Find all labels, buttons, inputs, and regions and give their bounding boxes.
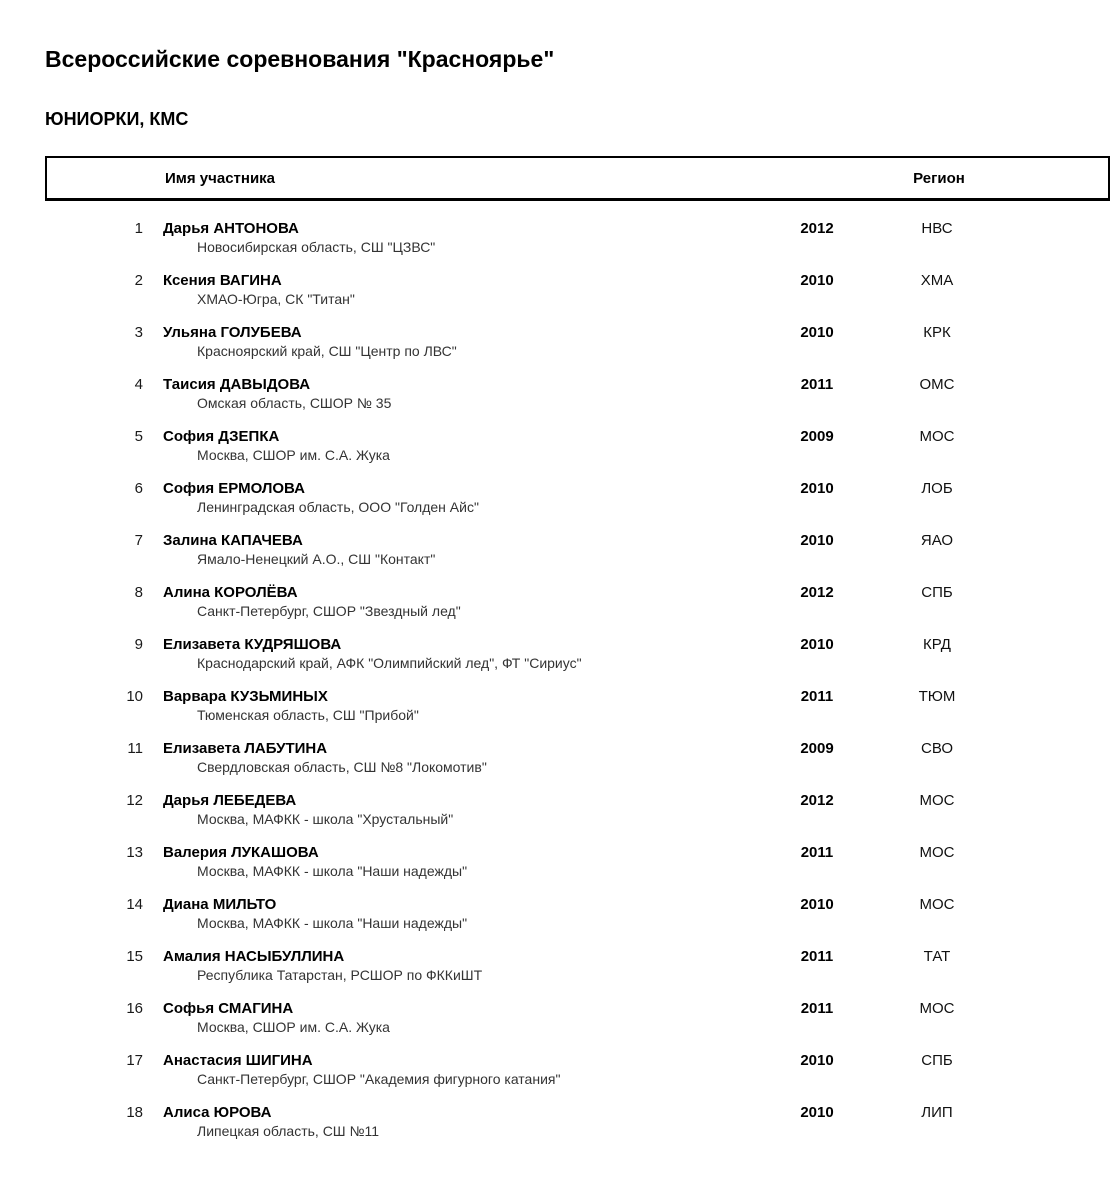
participant-name: Елизавета КУДРЯШОВА [163, 636, 342, 654]
participant-club: Москва, МАФКК - школа "Наши надежды" [197, 915, 468, 932]
birth-year: 2011 [800, 948, 834, 966]
row-number: 1 [134, 220, 143, 238]
participant-club: Москва, СШОР им. С.А. Жука [197, 447, 390, 464]
region-code: ЛИП [921, 1104, 953, 1122]
region-code: НВС [921, 220, 953, 238]
table-row [45, 635, 1110, 673]
region-code: КРД [923, 636, 951, 654]
table-row [45, 479, 1110, 517]
table-row [45, 427, 1110, 465]
birth-year: 2010 [800, 1104, 834, 1122]
column-header-region: Регион [913, 169, 965, 187]
participant-club: Липецкая область, СШ №11 [197, 1123, 380, 1140]
region-code: КРК [923, 324, 951, 342]
region-code: ОМС [919, 376, 955, 394]
region-code: СПБ [921, 1052, 953, 1070]
participant-club: Новосибирская область, СШ "ЦЗВС" [197, 239, 436, 256]
participant-club: Ленинградская область, ООО "Голден Айс" [197, 499, 479, 516]
birth-year: 2012 [800, 792, 834, 810]
participant-name: Софья СМАГИНА [163, 1000, 294, 1018]
table-row [45, 999, 1110, 1037]
participant-name: Залина КАПАЧЕВА [163, 532, 303, 550]
region-code: ТЮМ [918, 688, 956, 706]
row-number: 4 [134, 376, 143, 394]
participant-name: Дарья АНТОНОВА [163, 220, 299, 238]
birth-year: 2009 [800, 428, 834, 446]
category-title: ЮНИОРКИ, КМС [45, 108, 189, 129]
participants-list [45, 219, 1110, 1141]
region-code: СВО [920, 740, 953, 758]
table-row [45, 1051, 1110, 1089]
row-number: 3 [134, 324, 143, 342]
birth-year: 2010 [800, 324, 834, 342]
birth-year: 2010 [800, 532, 834, 550]
participant-name: Ксения ВАГИНА [163, 272, 282, 290]
region-code: ХМА [920, 272, 954, 290]
region-code: ЛОБ [921, 480, 953, 498]
participant-club: Краснодарский край, АФК "Олимпийский лед", ФТ "Сириус" [197, 655, 582, 672]
participant-club: Ямало-Ненецкий А.О., СШ "Контакт" [197, 551, 436, 568]
participant-name: Алиса ЮРОВА [163, 1104, 272, 1122]
table-row [45, 895, 1110, 933]
region-code: ЯАО [920, 532, 954, 550]
birth-year: 2010 [800, 896, 834, 914]
participant-name: Таисия ДАВЫДОВА [163, 376, 311, 394]
region-code: МОС [919, 896, 955, 914]
table-row [45, 739, 1110, 777]
row-number: 9 [134, 636, 143, 654]
row-number: 17 [126, 1052, 143, 1070]
table-row [45, 531, 1110, 569]
birth-year: 2011 [800, 376, 834, 394]
region-code: СПБ [921, 584, 953, 602]
participant-club: Красноярский край, СШ "Центр по ЛВС" [197, 343, 457, 360]
row-number: 18 [126, 1104, 143, 1122]
table-row [45, 791, 1110, 829]
birth-year: 2010 [800, 636, 834, 654]
row-number: 13 [126, 844, 143, 862]
birth-year: 2010 [800, 272, 834, 290]
participant-name: Дарья ЛЕБЕДЕВА [163, 792, 297, 810]
region-code: МОС [919, 844, 955, 862]
region-code: МОС [919, 428, 955, 446]
row-number: 14 [126, 896, 143, 914]
participant-name: Диана МИЛЬТО [163, 896, 277, 914]
participant-club: Москва, МАФКК - школа "Наши надежды" [197, 863, 468, 880]
row-number: 10 [126, 688, 143, 706]
table-row [45, 323, 1110, 361]
table-row [45, 271, 1110, 309]
region-code: ТАТ [923, 948, 951, 966]
participant-name: София ЕРМОЛОВА [163, 480, 305, 498]
participant-name: Амалия НАСЫБУЛЛИНА [163, 948, 345, 966]
birth-year: 2010 [800, 1052, 834, 1070]
table-row [45, 843, 1110, 881]
participant-club: Санкт-Петербург, СШОР "Академия фигурного катания" [197, 1071, 561, 1088]
birth-year: 2011 [800, 844, 834, 862]
region-code: МОС [919, 792, 955, 810]
table-row [45, 947, 1110, 985]
birth-year: 2012 [800, 584, 834, 602]
row-number: 6 [134, 480, 143, 498]
participant-club: Свердловская область, СШ №8 "Локомотив" [197, 759, 487, 776]
participant-club: Санкт-Петербург, СШОР "Звездный лед" [197, 603, 461, 620]
page-title: Всероссийские соревнования "Красноярье" [45, 46, 555, 72]
participant-club: Москва, СШОР им. С.А. Жука [197, 1019, 390, 1036]
row-number: 2 [134, 272, 143, 290]
table-row [45, 687, 1110, 725]
row-number: 15 [126, 948, 143, 966]
participant-club: Республика Татарстан, РСШОР по ФККиШТ [197, 967, 483, 984]
participant-name: Анастасия ШИГИНА [163, 1052, 313, 1070]
row-number: 16 [126, 1000, 143, 1018]
row-number: 12 [126, 792, 143, 810]
row-number: 5 [134, 428, 143, 446]
birth-year: 2011 [800, 688, 834, 706]
participant-name: Алина КОРОЛЁВА [163, 584, 298, 602]
birth-year: 2009 [800, 740, 834, 758]
participant-club: Тюменская область, СШ "Прибой" [197, 707, 419, 724]
birth-year: 2010 [800, 480, 834, 498]
column-header-name: Имя участника [165, 169, 276, 187]
participant-club: Омская область, СШОР № 35 [197, 395, 392, 412]
participant-name: Ульяна ГОЛУБЕВА [163, 324, 302, 342]
participant-name: София ДЗЕПКА [163, 428, 280, 446]
table-row [45, 1103, 1110, 1141]
region-code: МОС [919, 1000, 955, 1018]
row-number: 11 [127, 740, 143, 758]
birth-year: 2012 [800, 220, 834, 238]
table-row [45, 583, 1110, 621]
participant-club: ХМАО-Югра, СК "Титан" [197, 291, 355, 308]
table-header [45, 156, 1110, 201]
birth-year: 2011 [800, 1000, 834, 1018]
participant-name: Варвара КУЗЬМИНЫХ [163, 688, 328, 706]
participant-name: Елизавета ЛАБУТИНА [163, 740, 328, 758]
participant-name: Валерия ЛУКАШОВА [163, 844, 319, 862]
row-number: 8 [134, 584, 143, 602]
table-row [45, 375, 1110, 413]
participant-club: Москва, МАФКК - школа "Хрустальный" [197, 811, 454, 828]
row-number: 7 [134, 532, 143, 550]
table-row [45, 219, 1110, 257]
